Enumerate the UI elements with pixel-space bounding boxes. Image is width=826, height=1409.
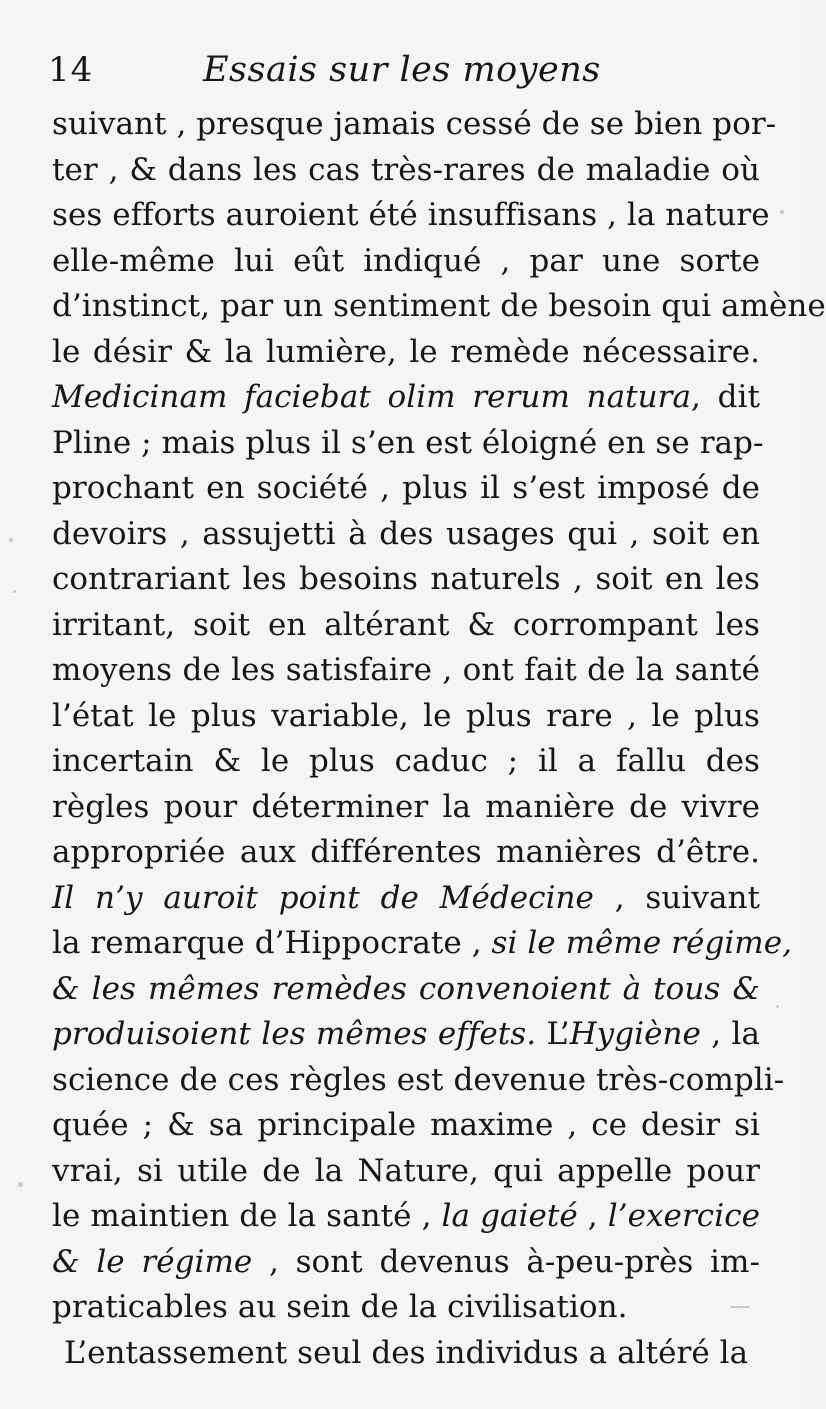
text-line <box>52 466 760 512</box>
text-line <box>52 284 826 330</box>
page-header <box>48 46 768 96</box>
text-run: ter , & dans les cas très-rares de maladie où <box>52 151 760 188</box>
text-line <box>52 603 760 649</box>
text-run: science de ces règles est devenue très-compli- <box>52 1061 785 1098</box>
text-line <box>52 921 793 967</box>
text-line <box>52 876 760 922</box>
text-line <box>52 557 760 603</box>
text-run: ses efforts auroient été insuffisans , la nature <box>52 197 770 233</box>
italic-text-run: la gaieté <box>441 1198 578 1234</box>
text-run: suivant , presque jamais cessé de se bien por- <box>52 106 777 142</box>
main-text <box>52 102 826 1376</box>
text-run: L’entassement seul des individus a altéré la <box>64 1334 749 1371</box>
print-speck <box>9 538 13 542</box>
text-run: la remarque d’Hippocrate , <box>52 925 492 961</box>
text-run: appropriée aux différentes manières d’être. <box>52 834 760 870</box>
italic-text-run: si le même régime, <box>491 925 793 961</box>
text-line <box>52 330 760 376</box>
text-run: Pline ; mais plus il s’en est éloigné en se rap- <box>52 424 764 461</box>
text-run: d’instinct, par un sentiment de besoin qui amène <box>52 288 826 324</box>
running-title: Essais sur les moyens <box>203 50 601 90</box>
text-run: contrariant les besoins naturels , soit en les <box>52 561 760 597</box>
text-line <box>52 1012 760 1058</box>
print-speck <box>776 1005 779 1008</box>
text-run: le maintien de la santé , <box>52 1198 442 1234</box>
text-run: , suivant <box>593 879 760 916</box>
italic-text-run: & les mêmes remèdes convenoient à tous & <box>52 970 760 1007</box>
print-speck <box>13 590 16 593</box>
text-line <box>52 967 760 1013</box>
text-run: moyens de les satisfaire , ont fait de la santé <box>52 652 760 688</box>
text-run: elle-même lui eût indiqué , par une sorte <box>52 242 760 279</box>
text-run: , <box>577 1198 608 1234</box>
text-run: vrai, si utile de la Nature, qui appelle pour <box>52 1152 760 1189</box>
text-line <box>52 512 760 558</box>
text-line <box>52 193 770 239</box>
text-line <box>52 1240 760 1286</box>
italic-text-run: Medicinam faciebat olim rerum natura <box>52 379 692 415</box>
text-line <box>52 1285 760 1331</box>
text-line <box>52 239 760 285</box>
text-line <box>52 694 760 740</box>
text-run: devoirs , assujetti à des usages qui , soit en <box>52 515 760 552</box>
italic-text-run: & le régime <box>52 1243 253 1280</box>
text-run: incertain & le plus caduc ; il a fallu des <box>52 743 760 779</box>
print-speck <box>18 1182 23 1187</box>
text-run: le désir & la lumière, le remède nécessaire. <box>52 333 760 370</box>
text-run: , la <box>700 1016 760 1052</box>
text-run: quée ; & sa principale maxime , ce desir si <box>52 1107 760 1143</box>
text-run: l’état le plus variable, le plus rare , le plus <box>52 697 760 734</box>
text-run: praticables au sein de la civilisation. <box>52 1289 628 1325</box>
text-line <box>52 785 760 831</box>
italic-text-run: Il n’y auroit point de Médecine <box>52 879 594 916</box>
page-number: 14 <box>48 50 94 90</box>
text-run: prochant en société , plus il s’est imposé de <box>52 470 760 506</box>
italic-text-run: l’exercice <box>607 1198 760 1234</box>
text-line <box>52 1194 760 1240</box>
italic-text-run: produisoient les mêmes effets. <box>52 1016 537 1052</box>
text-line <box>52 1331 760 1377</box>
text-run: , dit <box>691 379 760 415</box>
text-line <box>52 375 760 421</box>
italic-text-run: Hygiène <box>569 1016 701 1052</box>
text-line <box>52 102 777 148</box>
text-line <box>52 1103 760 1149</box>
text-run: L’ <box>536 1016 570 1052</box>
text-line <box>52 421 764 467</box>
text-line <box>52 739 760 785</box>
print-speck <box>780 210 784 214</box>
text-line <box>52 1149 760 1195</box>
text-run: , sont devenus à-peu-près im- <box>252 1243 760 1280</box>
text-line <box>52 1058 785 1104</box>
text-run: irritant, soit en altérant & corrompant les <box>52 606 760 643</box>
text-line <box>52 830 760 876</box>
text-line <box>52 148 760 194</box>
text-run: règles pour déterminer la manière de vivre <box>52 788 760 825</box>
text-line <box>52 648 760 694</box>
